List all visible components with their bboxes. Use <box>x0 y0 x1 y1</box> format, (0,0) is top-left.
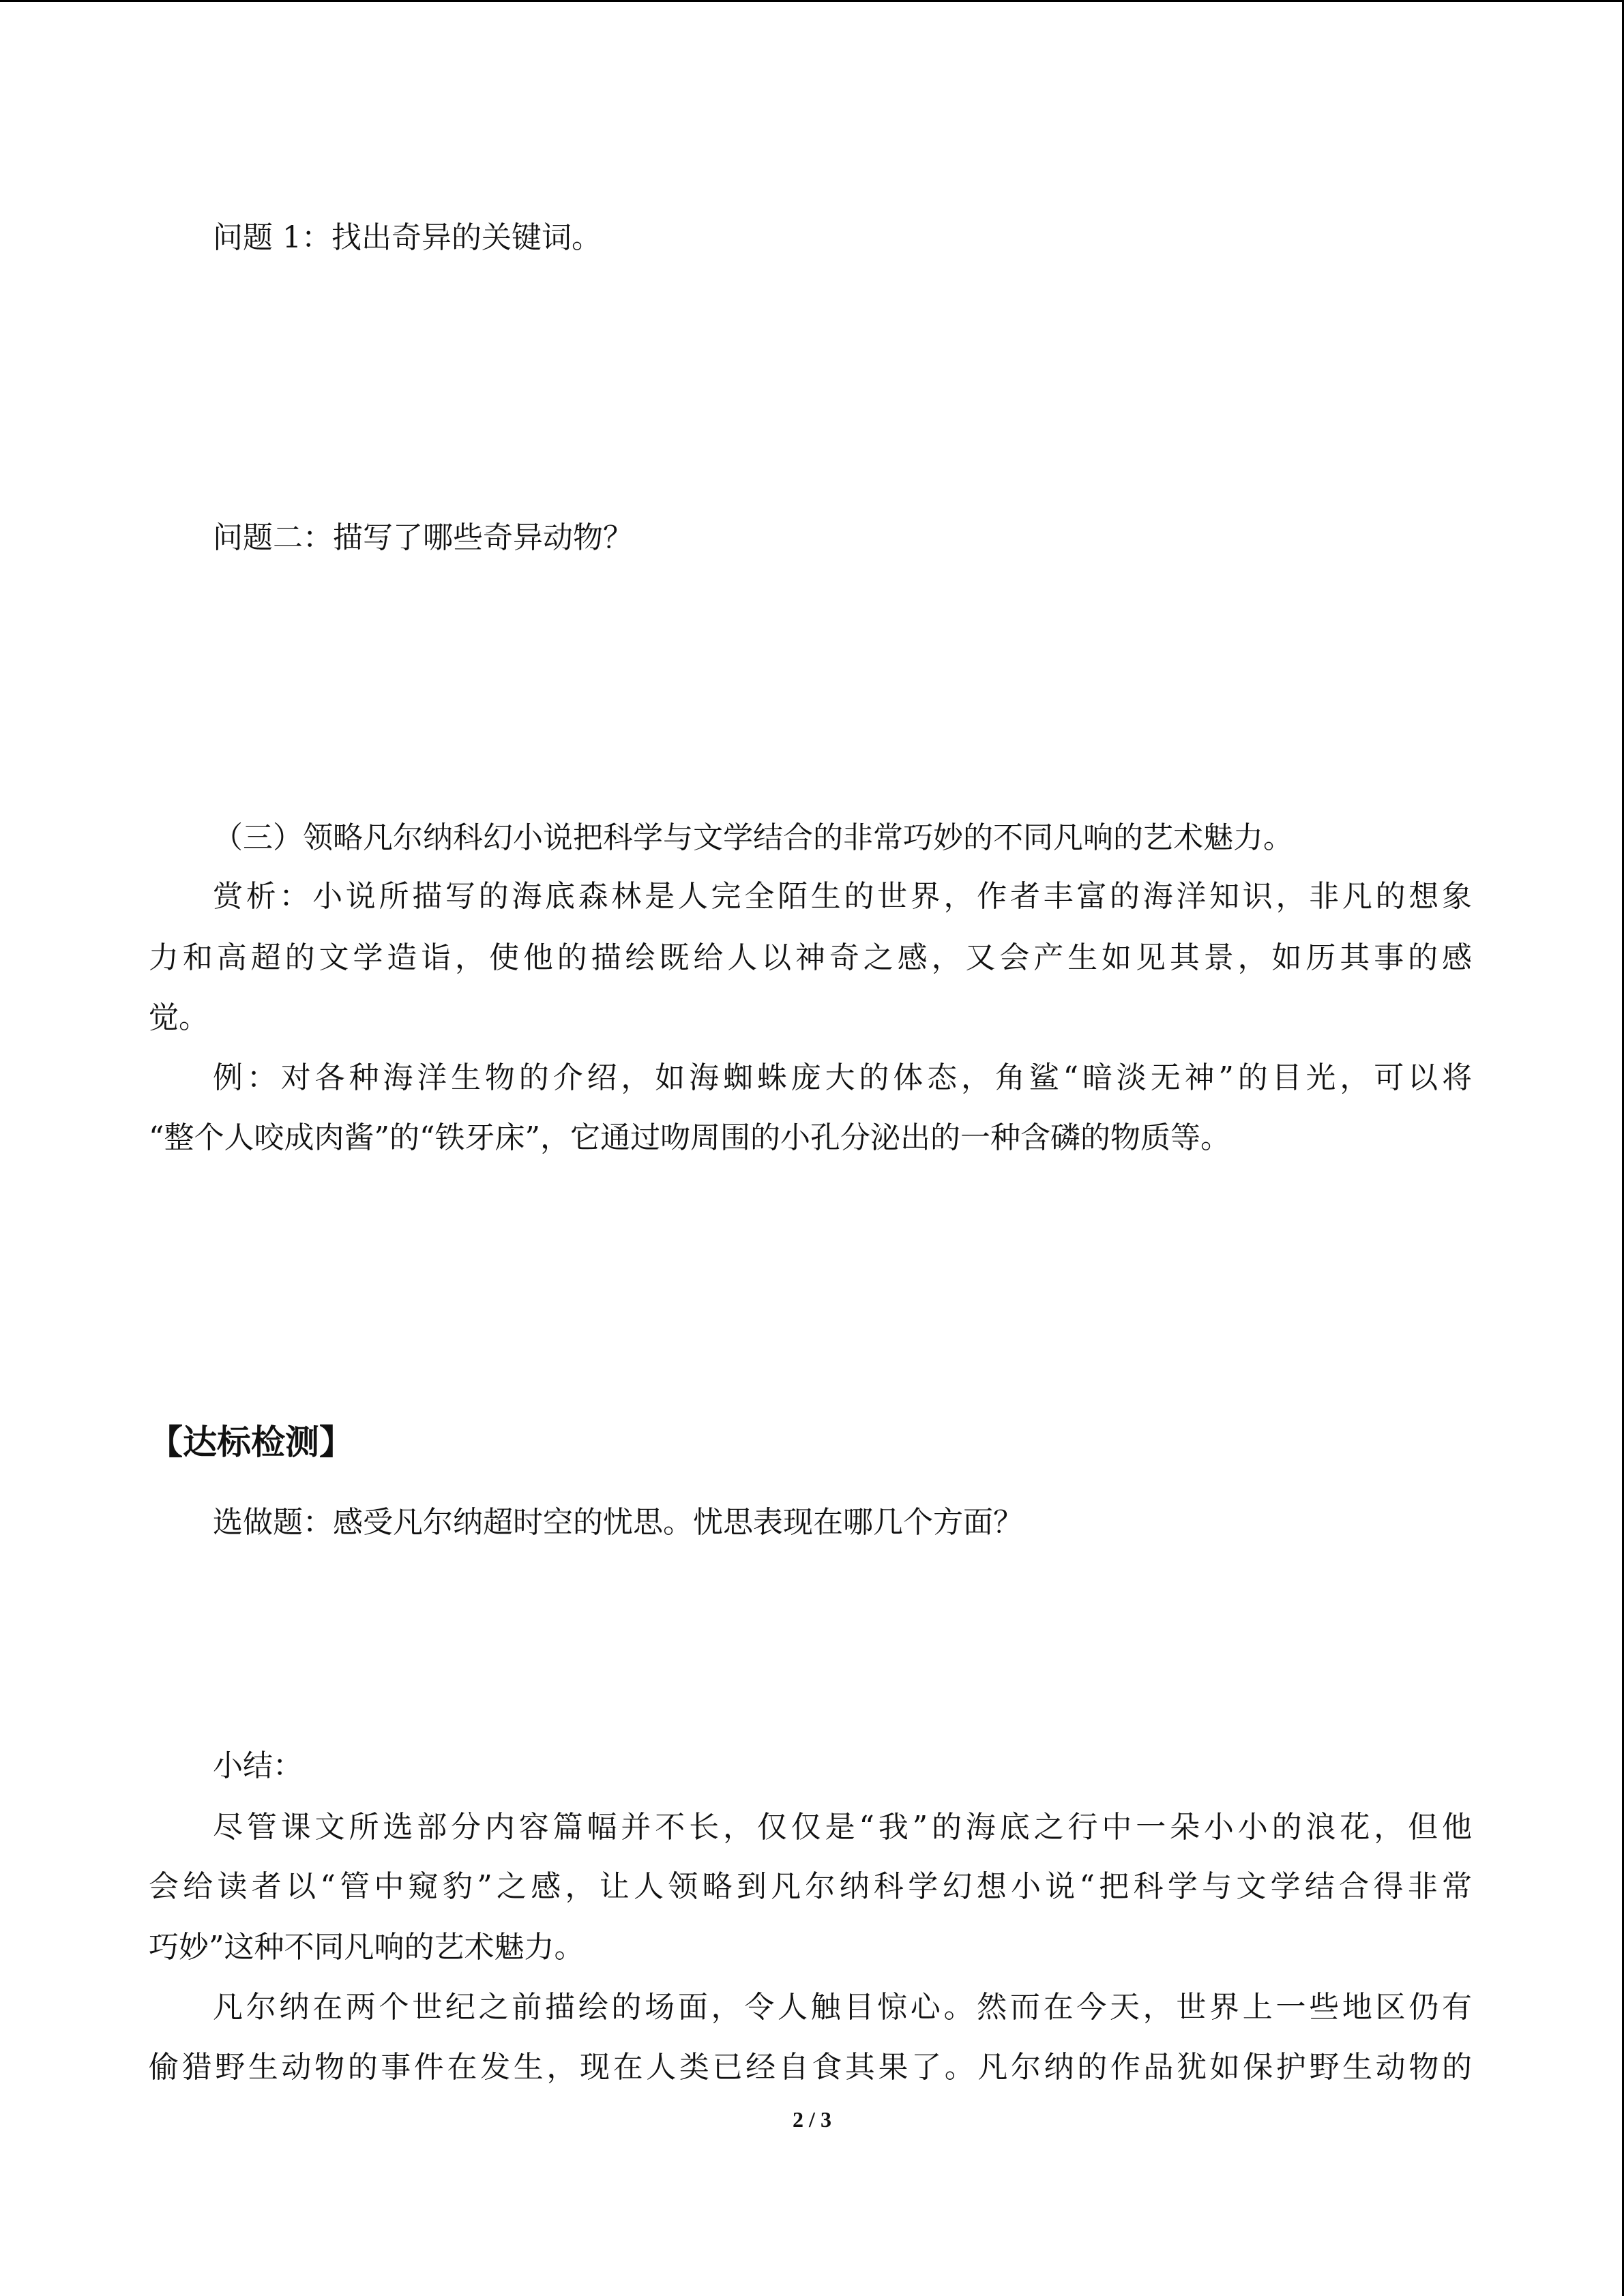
summary-para1-line-2: 会给读者以“管中窥豹”之感，让人领略到凡尔纳科学幻想小说“把科学与文学结合得非常 <box>149 1869 1472 1904</box>
optional-question: 选做题：感受凡尔纳超时空的忧思。忧思表现在哪几个方面？ <box>213 1505 1023 1540</box>
example-line-1: 例：对各种海洋生物的介绍，如海蜘蛛庞大的体态，角鲨“暗淡无神”的目光，可以将 <box>213 1060 1472 1095</box>
appreciation-line-2: 力和高超的文学造诣，使他的描绘既给人以神奇之感，又会产生如见其景，如历其事的感 <box>149 940 1472 975</box>
page-number: 2 / 3 <box>793 2107 831 2132</box>
summary-label: 小结： <box>213 1748 303 1783</box>
question-2: 问题二：描写了哪些奇异动物？ <box>213 520 633 555</box>
section-3-title: （三）领略凡尔纳科幻小说把科学与文学结合的非常巧妙的不同凡响的艺术魅力。 <box>213 820 1293 855</box>
appreciation-line-3: 觉。 <box>149 1000 209 1035</box>
example-line-2: “整个人咬成肉酱”的“铁牙床”，它通过吻周围的小孔分泌出的一种含磷的物质等。 <box>149 1120 1230 1155</box>
question-1: 问题 1：找出奇异的关键词。 <box>213 220 602 255</box>
summary-para1-line-3: 巧妙”这种不同凡响的艺术魅力。 <box>149 1930 585 1965</box>
summary-para1-line-1: 尽管课文所选部分内容篇幅并不长，仅仅是“我”的海底之行中一朵小小的浪花，但他 <box>213 1810 1472 1845</box>
summary-para2-line-2: 偷猎野生动物的事件在发生，现在人类已经自食其果了。凡尔纳的作品犹如保护野生动物的 <box>149 2050 1472 2085</box>
assessment-heading: 【达标检测】 <box>149 1422 353 1462</box>
appreciation-line-1: 赏析：小说所描写的海底森林是人完全陌生的世界，作者丰富的海洋知识，非凡的想象 <box>213 879 1472 914</box>
summary-para2-line-1: 凡尔纳在两个世纪之前描绘的场面，令人触目惊心。然而在今天，世界上一些地区仍有 <box>213 1990 1472 2025</box>
